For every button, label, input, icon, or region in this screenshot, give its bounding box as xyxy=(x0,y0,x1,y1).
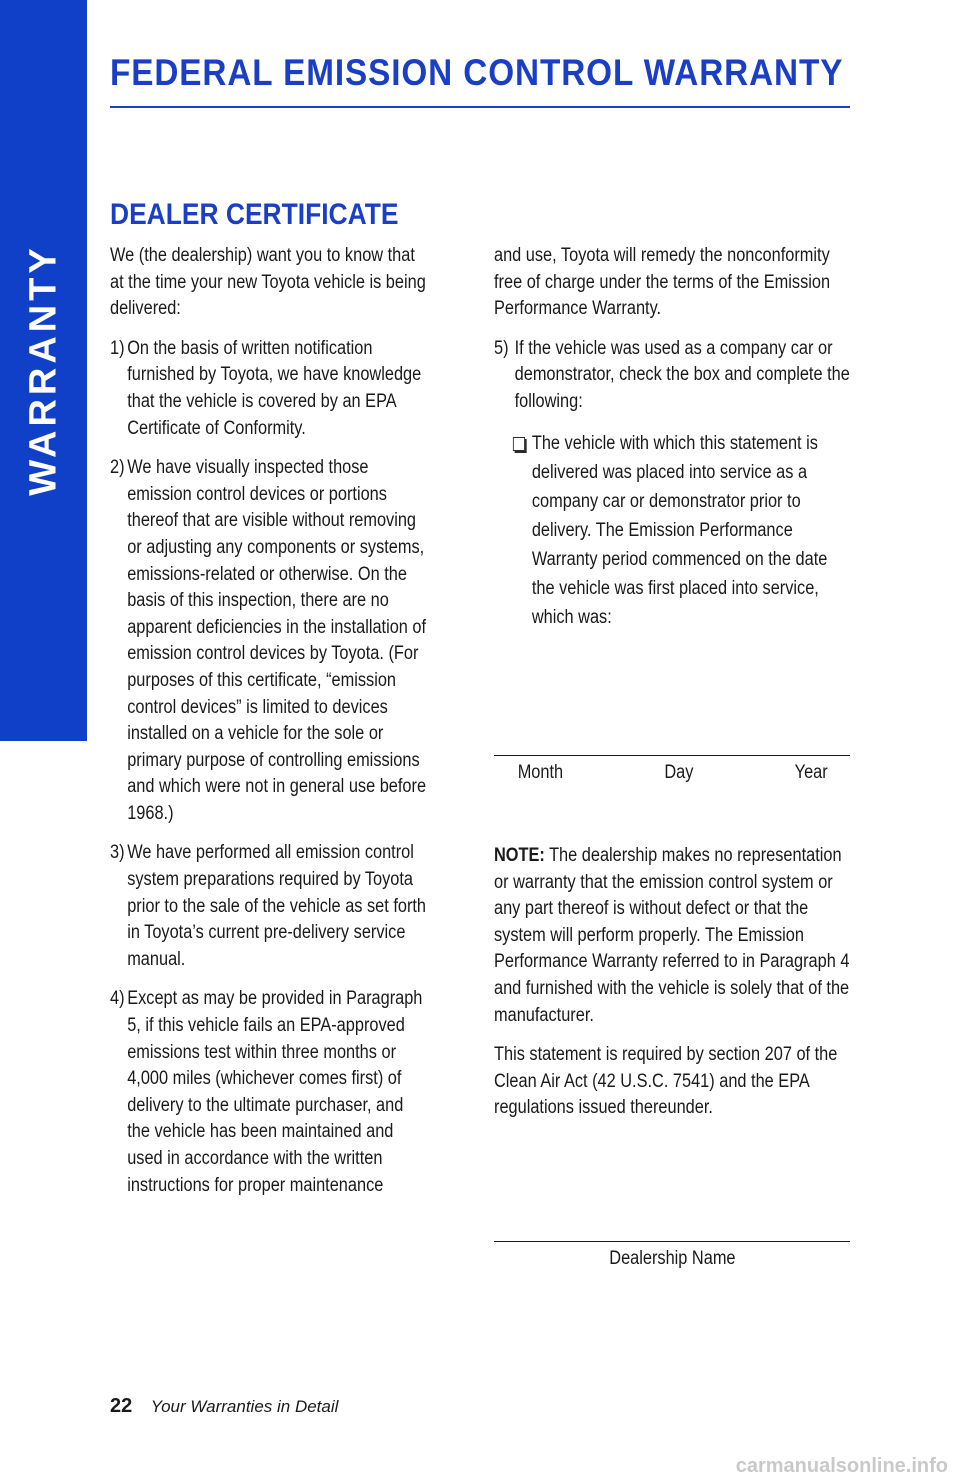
sidebar-label: WARRANTY xyxy=(22,244,65,496)
item-text: Except as may be provided in Paragraph 5, if this vehicle fails an EPA-approved emissions test within three months or 4,000 miles (whichever comes first) of delivery to the ultimate purchaser, and the vehicle has been maintained and used in accordance with the written instructions for proper maintenance xyxy=(127,988,423,1196)
sidebar-tab xyxy=(0,0,87,741)
item-number: 2) xyxy=(110,457,125,479)
year-label: Year xyxy=(794,762,828,783)
company-car-option xyxy=(494,429,853,632)
left-column xyxy=(110,243,428,1212)
right-column xyxy=(494,243,853,632)
item-number: 1) xyxy=(110,337,125,359)
intro-paragraph: We (the dealership) want you to know that at the time your new Toyota vehicle is being delivered: xyxy=(110,245,426,320)
page-number: 22 xyxy=(110,1395,133,1417)
item-text: We have visually inspected those emission control devices or portions thereof that are visible without removing or adjusting any components or systems, emissions-related or otherwise. On the basis of this inspection, there are no apparent deficiencies in the installation of emission control devices by Toyota. (For purposes of this certificate, “emission control devices” is limited to devices installed on a vehicle for the sole or primary purpose of controlling emissions and which were not in general use before 1968.) xyxy=(127,457,427,824)
list-item xyxy=(494,336,853,416)
day-label: Day xyxy=(664,762,694,783)
list-item xyxy=(110,336,428,442)
footer-text: Your Warranties in Detail xyxy=(150,1397,339,1416)
section-title: DEALER CERTIFICATE xyxy=(110,198,399,231)
item-text: We have performed all emission control system preparations required by Toyota prior to the sale of the vehicle as set forth in Toyota’s current pre-delivery service manual. xyxy=(127,842,427,970)
list-item xyxy=(110,840,428,973)
item-number: 4) xyxy=(110,988,125,1010)
item-number: 5) xyxy=(494,337,509,359)
company-car-checkbox[interactable] xyxy=(513,437,525,451)
dealership-name-line[interactable] xyxy=(494,1241,850,1242)
note-paragraph xyxy=(494,843,853,1029)
item-text: On the basis of written notification furnished by Toyota, we have knowledge that the vehicle is covered by an EPA Certificate of Conformity. xyxy=(127,337,422,439)
dealership-name-label xyxy=(494,1248,850,1270)
note-block xyxy=(494,843,853,1135)
checkbox-text: The vehicle with which this statement is delivered was placed into service as a company car or demonstrator prior to delivery. The Emission Performance Warranty period commenced on the date the vehicle was first placed into service, which was: xyxy=(531,432,828,628)
service-date-line[interactable] xyxy=(494,755,850,756)
title-divider xyxy=(110,106,850,108)
page-title: FEDERAL EMISSION CONTROL WARRANTY xyxy=(110,52,844,93)
page-footer xyxy=(110,1395,338,1418)
list-item xyxy=(110,986,428,1199)
note-label: NOTE: xyxy=(494,845,545,866)
statement-paragraph: This statement is required by section 207 of the Clean Air Act (42 U.S.C. 7541) and the EPA regulations issued thereunder. xyxy=(494,1044,838,1119)
item-number: 3) xyxy=(110,842,125,864)
month-label: Month xyxy=(517,762,564,783)
watermark: carmanualsonline.info xyxy=(735,1455,948,1477)
note-text: The dealership makes no representation or warranty that the emission control system or any part thereof is without defect or that the system will perform properly. The Emission Performance Warranty referred to in Paragraph 4 and furnished with the vehicle is solely that of the manufacturer. xyxy=(494,845,850,1026)
list-item xyxy=(110,455,428,827)
continuation-paragraph: and use, Toyota will remedy the nonconformity free of charge under the terms of the Emission Performance Warranty. xyxy=(494,245,831,320)
dealership-name-text: Dealership Name xyxy=(608,1248,736,1269)
date-labels xyxy=(514,762,830,784)
item-text: If the vehicle was used as a company car or demonstrator, check the box and complete the following: xyxy=(514,337,850,412)
